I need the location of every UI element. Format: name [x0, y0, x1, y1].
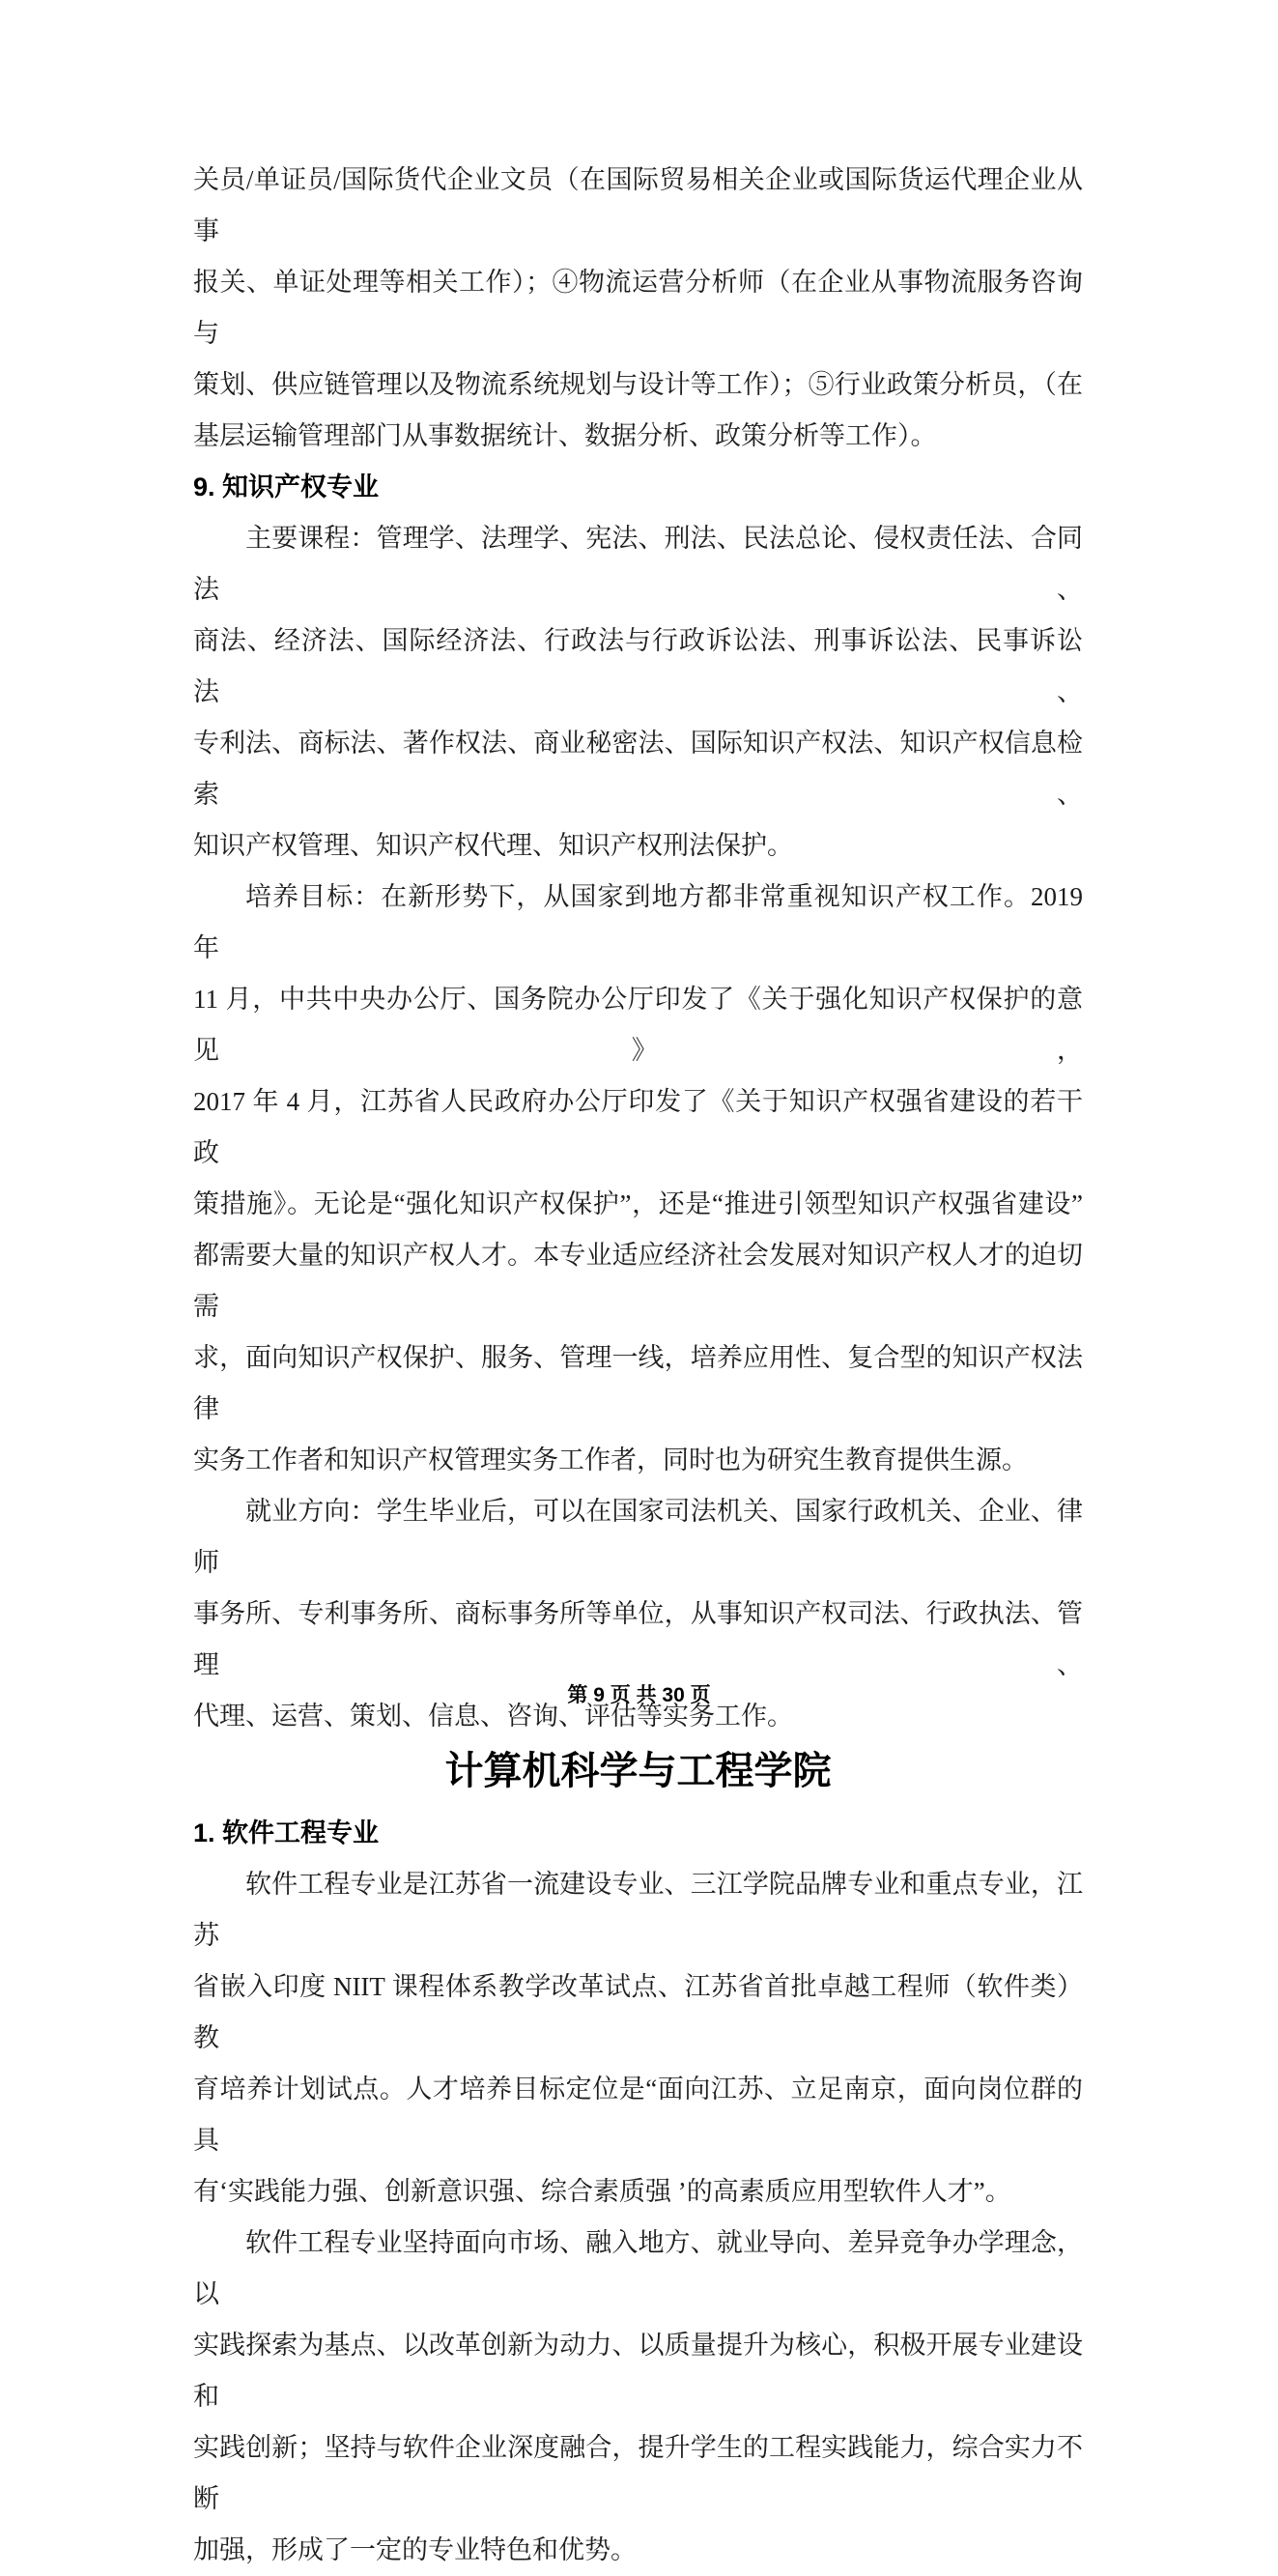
text-line: 11 月，中共中央办公厅、国务院办公厅印发了《关于强化知识产权保护的意见》， — [193, 985, 1083, 1065]
college-section-title: 计算机科学与工程学院 — [444, 1749, 832, 1792]
paragraph — [193, 513, 1083, 872]
page-content — [193, 155, 1083, 2576]
major-heading: 9. 知识产权专业 — [193, 472, 380, 501]
text-line: 就业方向：学生毕业后，可以在国家司法机关、国家行政机关、企业、律师 — [193, 1497, 1083, 1577]
text-line: 求，面向知识产权保护、服务、管理一线，培养应用性、复合型的知识产权法律 — [193, 1343, 1083, 1423]
paragraph — [193, 872, 1083, 1486]
text-line: 实践创新；坚持与软件企业深度融合，提升学生的工程实践能力，综合实力不断 — [193, 2433, 1083, 2513]
text-line: 都需要大量的知识产权人才。本专业适应经济社会发展对知识产权人才的迫切需 — [193, 1241, 1083, 1321]
text-line: 商法、经济法、国际经济法、行政法与行政诉讼法、刑事诉讼法、民事诉讼法、 — [193, 626, 1083, 706]
text-line: 省嵌入印度 NIIT 课程体系教学改革试点、江苏省首批卓越工程师（软件类）教 — [193, 1972, 1083, 2052]
major-heading: 1. 软件工程专业 — [193, 1818, 380, 1847]
text-line: 2017 年 4 月，江苏省人民政府办公厅印发了《关于知识产权强省建设的若干政 — [193, 1087, 1083, 1167]
text-line: 策划、供应链管理以及物流系统规划与设计等工作）；⑤行业政策分析员，（在 — [193, 370, 1083, 399]
paragraph — [193, 155, 1083, 462]
paragraph — [193, 2218, 1083, 2576]
paragraph — [193, 1859, 1083, 2218]
page-number-text: 第 9 页 共 30 页 — [567, 1684, 711, 1706]
text-line: 软件工程专业坚持面向市场、融入地方、就业导向、差异竞争办学理念，以 — [193, 2228, 1083, 2308]
text-line: 代理、运营、策划、信息、咨询、评估等实务工作。 — [193, 1702, 793, 1731]
text-line: 软件工程专业是江苏省一流建设专业、三江学院品牌专业和重点专业，江苏 — [193, 1870, 1083, 1950]
text-line: 实务工作者和知识产权管理实务工作者，同时也为研究生教育提供生源。 — [193, 1445, 1028, 1474]
text-line: 有‘实践能力强、创新意识强、综合素质强 ’的高素质应用型软件人才”。 — [193, 2177, 1011, 2206]
text-line: 事务所、专利事务所、商标事务所等单位，从事知识产权司法、行政执法、管理、 — [193, 1599, 1083, 1679]
text-line: 专利法、商标法、著作权法、商业秘密法、国际知识产权法、知识产权信息检索、 — [193, 729, 1083, 809]
text-line: 实践探索为基点、以改革创新为动力、以质量提升为核心，积极开展专业建设和 — [193, 2331, 1083, 2411]
text-line: 加强，形成了一定的专业特色和优势。 — [193, 2535, 637, 2564]
text-line: 培养目标：在新形势下，从国家到地方都非常重视知识产权工作。2019 年 — [193, 882, 1083, 962]
text-line: 知识产权管理、知识产权代理、知识产权刑法保护。 — [193, 831, 793, 860]
text-line: 基层运输管理部门从事数据统计、数据分析、政策分析等工作）。 — [193, 421, 937, 450]
text-line: 报关、单证处理等相关工作）；④物流运营分析师（在企业从事物流服务咨询与 — [193, 268, 1083, 348]
text-line: 关员/单证员/国际货代企业文员（在国际贸易相关企业或国际货运代理企业从事 — [193, 165, 1083, 245]
text-line: 主要课程：管理学、法理学、宪法、刑法、民法总论、侵权责任法、合同法、 — [193, 524, 1083, 604]
text-line: 育培养计划试点。人才培养目标定位是“面向江苏、立足南京，面向岗位群的具 — [193, 2075, 1083, 2155]
text-line: 策措施》。无论是“强化知识产权保护”，还是“推进引领型知识产权强省建设” — [193, 1189, 1083, 1218]
page-footer — [0, 1679, 1278, 1708]
